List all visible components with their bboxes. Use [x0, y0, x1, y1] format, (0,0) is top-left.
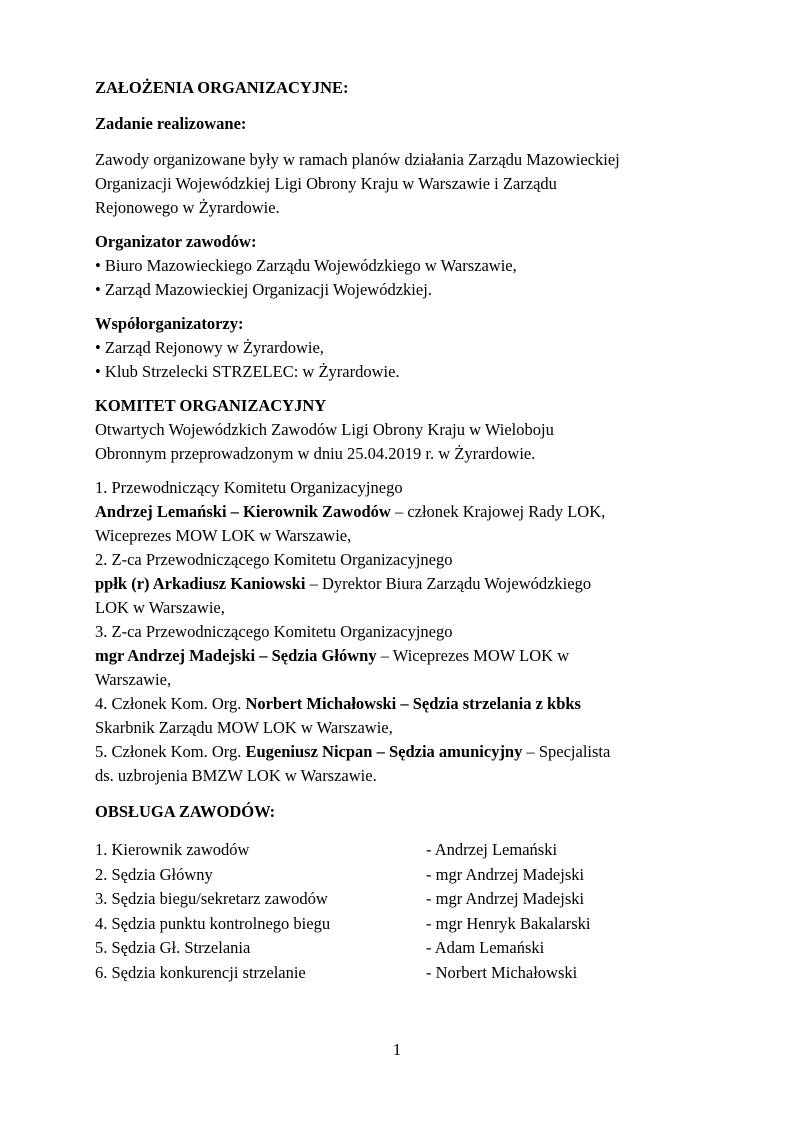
section-heading-committee: KOMITET ORGANIZACYJNY — [95, 396, 327, 415]
member-desc: – Wiceprezes MOW LOK w — [376, 646, 570, 665]
member-role: 1. Przewodniczący Komitetu Organizacyjnego — [95, 478, 403, 497]
staff-person: - Adam Lemański — [426, 938, 545, 958]
task-title: Zadanie realizowane: — [95, 114, 247, 133]
staff-person: - mgr Andrzej Madejski — [426, 864, 585, 884]
list-item: • Klub Strzelecki STRZELEC: w Żyrardowie. — [95, 360, 705, 384]
table-row — [95, 936, 591, 961]
staff-table — [95, 838, 591, 986]
staff-person: - Norbert Michałowski — [426, 962, 578, 982]
list-item: • Biuro Mazowieckiego Zarządu Wojewódzkiego w Warszawie, — [95, 254, 705, 278]
page-number: 1 — [392, 1040, 402, 1059]
member-desc: – Specjalista — [522, 742, 611, 761]
staff-person: - Andrzej Lemański — [426, 840, 558, 859]
task-line: Organizacji Wojewódzkiej Ligi Obrony Kraju w Warszawie i Zarządu — [95, 174, 557, 193]
task-line: Zawody organizowane były w ramach planów działania Zarządu Mazowieckiej — [95, 150, 620, 169]
staff-role: 2. Sędzia Główny — [95, 864, 213, 884]
list-item: • Zarząd Mazowieckiej Organizacji Wojewódzkiej. — [95, 278, 705, 302]
section-heading-assumptions: ZAŁOŻENIA ORGANIZACYJNE: — [95, 78, 349, 97]
member-line — [95, 572, 705, 596]
member-desc-line: LOK w Warszawie, — [95, 598, 225, 617]
member-desc-line: Warszawie, — [95, 670, 172, 689]
member-desc: – Dyrektor Biura Zarządu Wojewódzkiego — [305, 574, 592, 593]
staff-person: - mgr Henryk Bakalarski — [426, 913, 591, 933]
member-name: mgr Andrzej Madejski – Sędzia Główny — [95, 646, 377, 665]
member-role: 3. Z-ca Przewodniczącego Komitetu Organizacyjnego — [95, 622, 453, 641]
member-prefix: 5. Członek Kom. Org. — [95, 742, 246, 761]
committee-intro-line: Obronnym przeprowadzonym w dniu 25.04.2019 r. w Żyrardowie. — [95, 444, 536, 463]
committee-intro-line: Otwartych Wojewódzkich Zawodów Ligi Obrony Kraju w Wieloboju — [95, 420, 554, 439]
staff-role: 4. Sędzia punktu kontrolnego biegu — [95, 913, 331, 933]
member-name: Andrzej Lemański – Kierownik Zawodów — [95, 502, 391, 521]
coorganizer-title: Współorganizatorzy: — [95, 314, 244, 333]
table-row — [95, 961, 591, 986]
member-line — [95, 740, 705, 764]
member-desc-line: Skarbnik Zarządu MOW LOK w Warszawie, — [95, 718, 393, 737]
table-row — [95, 863, 591, 888]
member-line — [95, 500, 705, 524]
staff-role: 3. Sędzia biegu/sekretarz zawodów — [95, 889, 328, 909]
member-name: Norbert Michałowski – Sędzia strzelania z kbks — [245, 694, 581, 713]
document-page — [95, 76, 705, 986]
task-paragraph — [95, 148, 705, 220]
member-line — [95, 644, 705, 668]
staff-role: 5. Sędzia Gł. Strzelania — [95, 938, 251, 958]
staff-role: 6. Sędzia konkurencji strzelanie — [95, 962, 306, 982]
section-heading-staff: OBSŁUGA ZAWODÓW: — [95, 802, 276, 821]
member-line — [95, 692, 705, 716]
organizer-title: Organizator zawodów: — [95, 232, 257, 251]
member-name: ppłk (r) Arkadiusz Kaniowski — [95, 574, 306, 593]
table-row — [95, 887, 591, 912]
table-row — [95, 838, 591, 863]
organizer-list — [95, 254, 705, 302]
table-row — [95, 912, 591, 937]
list-item: • Zarząd Rejonowy w Żyrardowie, — [95, 336, 705, 360]
member-desc-line: Wiceprezes MOW LOK w Warszawie, — [95, 526, 352, 545]
member-role: 2. Z-ca Przewodniczącego Komitetu Organizacyjnego — [95, 550, 453, 569]
staff-role: 1. Kierownik zawodów — [95, 840, 250, 859]
coorganizer-list — [95, 336, 705, 384]
member-desc-line: ds. uzbrojenia BMZW LOK w Warszawie. — [95, 766, 377, 785]
committee-members — [95, 476, 705, 788]
staff-person: - mgr Andrzej Madejski — [426, 889, 585, 909]
task-line: Rejonowego w Żyrardowie. — [95, 198, 280, 217]
member-name: Eugeniusz Nicpan – Sędzia amunicyjny — [245, 742, 523, 761]
member-desc: – członek Krajowej Rady LOK, — [390, 502, 606, 521]
member-prefix: 4. Członek Kom. Org. — [95, 694, 246, 713]
